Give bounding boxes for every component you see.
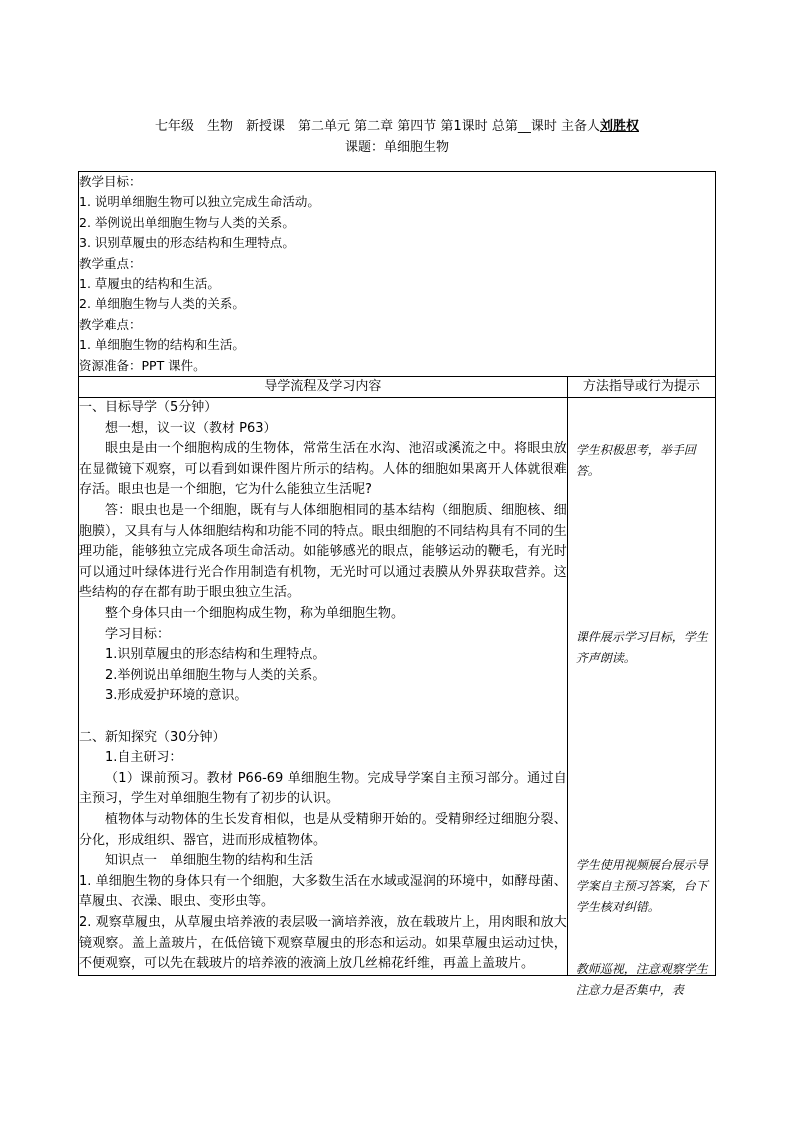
note: 学生使用视频展台展示导学案自主预习答案，台下学生核对纠错。: [575, 858, 708, 915]
lesson-title: 课题：单细胞生物: [344, 140, 449, 155]
lesson-plan-table: [78, 171, 716, 998]
key-point-item: 2. 单细胞生物与人类的关系。: [79, 296, 245, 312]
preparer-name: 刘胜权: [599, 119, 639, 134]
content-row: [79, 398, 716, 976]
info-cell: [79, 172, 716, 377]
notes-cell: [567, 398, 715, 998]
content-cell: [79, 398, 568, 976]
paragraph: 答：眼虫也是一个细胞，既有与人体细胞相同的基本结构（细胞质、细胞核、细胞膜），又具有与人体细胞结构和功能不同的特点。眼虫细胞的不同结构具有不同的生理功能，能够独立完成各项生命活动。如能够感光的眼点，能够运动的鞭毛，有光时可以通过叶绿体进行光合作用制造有机物，无光时可以通过表膜从外界获取营养。这些结构的存在都有助于眼虫独立生活。: [79, 503, 567, 601]
page-header: [0, 118, 794, 136]
key-point-item: 1. 草履虫的结构和生活。: [79, 276, 220, 292]
column-header-main: 导学流程及学习内容: [79, 377, 568, 398]
teaching-goals-heading: 教学目标：: [79, 174, 142, 189]
section-title: 一、目标导学（5分钟）: [79, 400, 218, 416]
paragraph: 整个身体只由一个细胞构成生物，称为单细胞生物。: [105, 606, 405, 621]
resources-line: 资源准备：PPT 课件。: [79, 357, 206, 373]
paragraph: 2. 观察草履虫，从草履虫培养液的表层吸一滴培养液，放在载玻片上，用肉眼和放大镜观察。盖上盖玻片，在低倍镜下观察草履虫的形态和运动。如果草履虫运动过快，不便观察，可以先在载玻片的培养液的液滴上放几丝棉花纤维，再盖上盖玻片。: [79, 914, 567, 972]
column-header-row: [79, 377, 716, 398]
paragraph: 眼虫是由一个细胞构成的生物体，常常生活在水沟、池沼或溪流之中。将眼虫放在显微镜下观察，可以看到如课件图片所示的结构。人体的细胞如果离开人体就很难存活。眼虫也是一个细胞，它为什么能独立生活呢?: [79, 441, 567, 498]
subsection-title: 1.自主研习：: [105, 750, 183, 766]
note: 学生积极思考，举手回答。: [575, 443, 696, 479]
column-header-side: 方法指导或行为提示: [567, 377, 715, 398]
spacer: [79, 707, 567, 728]
paragraph: （1）课前预习。教材 P66-69 单细胞生物。完成导学案自主预习部分。通过自主预习，学生对单细胞生物有了初步的认识。: [79, 770, 567, 807]
paragraph: 1. 单细胞生物的身体只有一个细胞，大多数生活在水域或湿润的环境中，如酵母菌、草履虫、衣澡、眼虫、变形虫等。: [79, 873, 567, 910]
teaching-goal-item: 1. 说明单细胞生物可以独立完成生命活动。: [79, 194, 320, 210]
note: 教师巡视，注意观察学生注意力是否集中，表: [575, 962, 708, 998]
header-line: 七年级 生物 新授课 第二单元 第二章 第四节 第1课时 总第__课时 主备人: [155, 119, 600, 134]
note: 课件展示学习目标，学生齐声朗读。: [575, 630, 708, 666]
subsection-title: 学习目标：: [105, 626, 171, 642]
subsection-title: 想一想，议一议（教材 P63）: [105, 420, 277, 436]
teaching-goal-item: 3. 识别草履虫的形态结构和生理特点。: [79, 235, 295, 251]
difficulty-item: 1. 单细胞生物的结构和生活。: [79, 337, 245, 353]
section-title: 二、新知探究（30分钟）: [79, 729, 226, 745]
paragraph: 植物体与动物体的生长发育相似，也是从受精卵开始的。受精卵经过细胞分裂、分化，形成组织、器官，进而形成植物体。: [79, 811, 567, 848]
difficulty-heading: 教学难点：: [79, 316, 142, 332]
key-points-heading: 教学重点：: [79, 255, 142, 271]
goal-item: 3.形成爱护环境的意识。: [105, 688, 248, 704]
knowledge-point-title: 知识点一 单细胞生物的结构和生活: [105, 853, 314, 869]
teaching-goal-item: 2. 举例说出单细胞生物与人类的关系。: [79, 214, 295, 230]
goal-item: 2.举例说出单细胞生物与人类的关系。: [105, 667, 326, 683]
info-row: [79, 172, 716, 377]
goal-item: 1.识别草履虫的形态结构和生理特点。: [105, 647, 326, 663]
